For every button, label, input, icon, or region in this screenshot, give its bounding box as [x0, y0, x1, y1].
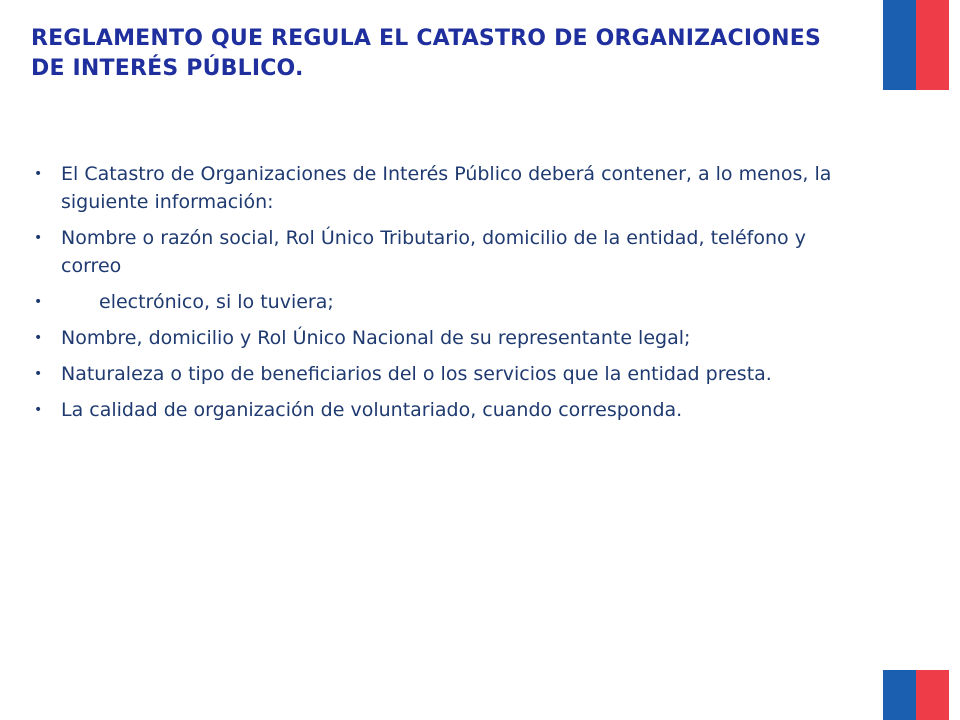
bullet-icon: •: [34, 166, 43, 182]
bullet-list: [34, 160, 834, 432]
bullet-icon: •: [34, 230, 43, 246]
bullet-item: [34, 160, 834, 216]
bullet-text: electrónico, si lo tuviera;: [99, 291, 334, 313]
bullet-item: [34, 224, 834, 280]
flag-red-stripe: [916, 670, 949, 720]
chile-flag-stripes-bottom: [883, 670, 949, 720]
slide-title: REGLAMENTO QUE REGULA EL CATASTRO DE ORGANIZACIONES DE INTERÉS PÚBLICO.: [31, 26, 822, 81]
chile-flag-stripes-top: [883, 0, 949, 90]
bullet-item: [34, 396, 834, 424]
flag-red-stripe: [916, 0, 949, 90]
bullet-item: [34, 324, 834, 352]
bullet-icon: •: [34, 330, 43, 346]
bullet-text: Naturaleza o tipo de beneficiarios del o los servicios que la entidad presta.: [61, 363, 772, 385]
bullet-text: Nombre o razón social, Rol Único Tributario, domicilio de la entidad, teléfono y correo: [61, 227, 806, 277]
bullet-icon: •: [34, 294, 43, 310]
bullet-item: [34, 360, 834, 388]
bullet-item: [34, 288, 834, 316]
bullet-text: El Catastro de Organizaciones de Interés Público deberá contener, a lo menos, la siguiente información:: [61, 163, 832, 213]
bullet-text: La calidad de organización de voluntariado, cuando corresponda.: [61, 399, 683, 421]
bullet-icon: •: [34, 366, 43, 382]
bullet-text: Nombre, domicilio y Rol Único Nacional de su representante legal;: [61, 327, 691, 349]
bullet-icon: •: [34, 402, 43, 418]
flag-blue-stripe: [883, 670, 916, 720]
flag-blue-stripe: [883, 0, 916, 90]
